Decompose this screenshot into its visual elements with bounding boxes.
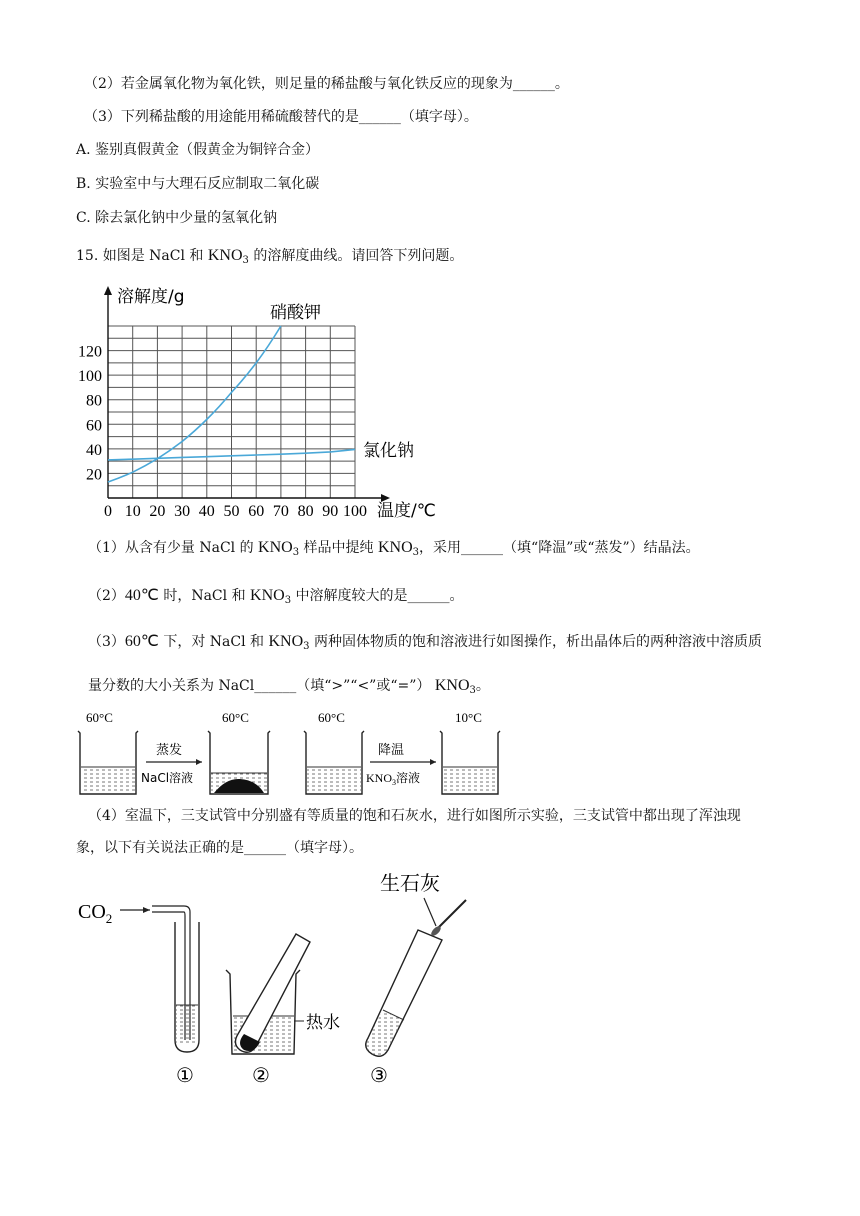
- svg-text:60°C: 60°C: [86, 710, 113, 725]
- x-tick-label: 20: [149, 503, 166, 520]
- y-tick-label: 100: [78, 368, 102, 386]
- chart-axes: [104, 286, 390, 502]
- x-tick-label: 40: [198, 503, 215, 520]
- arrow-cool: [366, 743, 436, 787]
- series-label-nacl: 氯化钠: [363, 441, 414, 461]
- solubility-chart: [0, 280, 860, 520]
- svg-text:③: ③: [370, 1065, 388, 1087]
- beaker-2: [208, 710, 270, 794]
- x-tick-label: 70: [272, 503, 289, 520]
- y-tick-label: 120: [78, 343, 102, 361]
- x-tick-label: 10: [124, 503, 141, 520]
- y-tick-label: 40: [86, 441, 102, 459]
- tube-1-co2: [78, 901, 199, 1087]
- question-15-sub-4: （4）室温下，三支试管中分别盛有等质量的饱和石灰水，进行如图所示实验，三支试管中都出现了浑浊现: [88, 808, 741, 824]
- svg-text:①: ①: [176, 1065, 194, 1087]
- beaker-3: [304, 710, 364, 794]
- question-15-sub-2: （2）40℃ 时，NaCl 和 $KNO_3$ 中溶解度较大的是______。: [88, 587, 464, 606]
- x-tick-label: 90: [322, 503, 339, 520]
- svg-text:热水: 热水: [306, 1013, 340, 1033]
- y-axis-label: 溶解度/g: [117, 287, 185, 307]
- svg-text:降温: 降温: [378, 743, 405, 758]
- x-axis-label: 温度/℃: [377, 501, 436, 520]
- svg-text:蒸发: 蒸发: [156, 743, 183, 758]
- chart-grid: [108, 326, 355, 498]
- question-15-sub-3-cont: 量分数的大小关系为 NaCl______（填“>”“<”或“=”） $KNO_3$。: [88, 677, 490, 696]
- svg-text:10°C: 10°C: [455, 710, 482, 725]
- y-tick-labels: [78, 344, 102, 484]
- y-tick-label: 60: [86, 417, 102, 435]
- x-tick-label: 0: [104, 503, 112, 520]
- option-a: A. 鉴别真假黄金（假黄金为铜锌合金）: [76, 142, 320, 158]
- y-tick-label: 20: [86, 466, 102, 484]
- series-label-kno3: 硝酸钾: [270, 303, 321, 323]
- question-15-sub-1: （1）从含有少量 NaCl 的 $KNO_3$ 样品中提纯 $KNO_3$，采用______（填“降温”或“蒸发”）结晶法。: [88, 539, 700, 558]
- svg-text:60°C: 60°C: [318, 710, 345, 725]
- x-tick-label: 30: [174, 503, 191, 520]
- svg-text:60°C: 60°C: [222, 710, 249, 725]
- beaker-1: [78, 710, 138, 794]
- option-c: C. 除去氯化钠中少量的氢氧化钠: [76, 210, 278, 226]
- x-tick-label: 80: [297, 503, 314, 520]
- x-tick-label: 100: [343, 503, 367, 520]
- beaker-diagram: [0, 706, 860, 802]
- arrow-evaporate: [141, 742, 202, 785]
- svg-text:NaCl溶液: NaCl溶液: [141, 771, 194, 785]
- option-b: B. 实验室中与大理石反应制取二氧化碳: [76, 176, 320, 192]
- y-axis-arrow: [104, 286, 112, 295]
- svg-text:KNO3溶液: $KNO_3$溶液: [366, 771, 421, 787]
- svg-text:②: ②: [252, 1065, 270, 1087]
- y-tick-label: 80: [86, 392, 102, 410]
- x-tick-label: 60: [248, 503, 265, 520]
- question-15-sub-3: （3）60℃ 下，对 NaCl 和 $KNO_3$ 两种固体物质的饱和溶液进行如图操作，析出晶体后的两种溶液中溶质质: [88, 633, 762, 652]
- x-tick-labels: [104, 503, 367, 520]
- tube-3-quicklime: [366, 871, 466, 1087]
- question-15-sub-4-cont: 象，以下有关说法正确的是______（填字母）。: [76, 840, 363, 856]
- svg-text:生石灰: 生石灰: [380, 871, 440, 895]
- svg-text:CO2: $CO_2$: [78, 901, 113, 926]
- question-14-part-2: （2）若金属氧化物为氧化铁，则足量的稀盐酸与氧化铁反应的现象为______。: [84, 76, 569, 92]
- test-tube-diagram: [0, 866, 860, 1096]
- question-15-stem: 15. 如图是 NaCl 和 $KNO_3$ 的溶解度曲线。请回答下列问题。: [76, 247, 464, 266]
- beaker-4: [440, 710, 500, 794]
- tube-2-hot-water: [226, 934, 340, 1087]
- x-tick-label: 50: [223, 503, 240, 520]
- question-14-part-3: （3）下列稀盐酸的用途能用稀硫酸替代的是______（填字母）。: [84, 109, 478, 125]
